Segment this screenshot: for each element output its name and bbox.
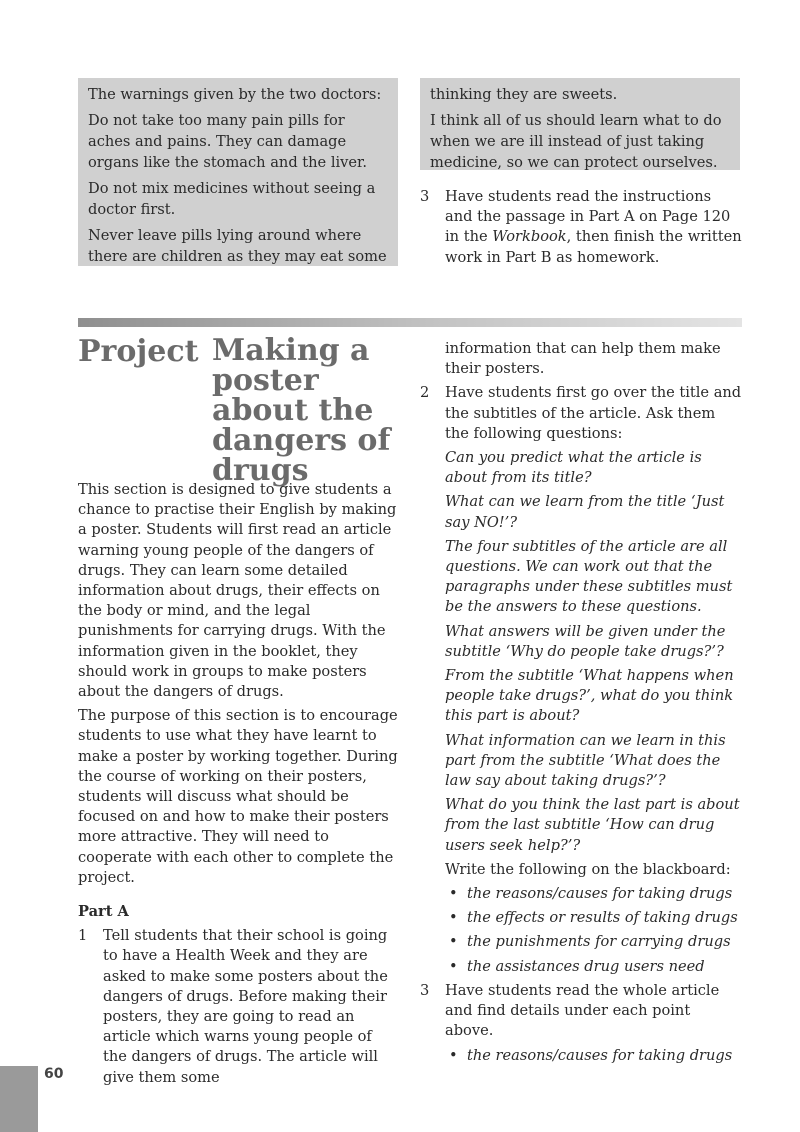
list-item: • the effects or results of taking drugs bbox=[445, 908, 742, 928]
step-text: Have students first go over the title and the subtitles of the article. Ask them the following questions: bbox=[445, 384, 742, 442]
blackboard-instruction bbox=[420, 860, 742, 880]
question-text: What information can we learn in this part from the subtitle ‘What does the law say about taking drugs?’? bbox=[445, 731, 726, 790]
question-text: What can we learn from the title ‘Just say NO!’? bbox=[445, 493, 725, 531]
box-left-line: The warnings given by the two doctors: bbox=[88, 86, 382, 103]
project-title: Making a poster about the dangers of drugs bbox=[212, 333, 391, 488]
list-item: • the assistances drug users need bbox=[445, 957, 742, 977]
intro-paragraph: This section is designed to give students a chance to practise their English by making a poster. Students will first read an article warning young people of the dangers of drugs. They can learn some detailed information about drugs, their effects on the body or mind, and the legal punishments for carrying drugs. With the information given in the booklet, they should work in groups to make posters about the dangers of drugs. bbox=[78, 481, 397, 701]
box-left-line: Never leave pills lying around where there are children as they may eat some bbox=[88, 227, 387, 265]
question-text: What answers will be given under the subtitle ‘Why do people take drugs?’? bbox=[445, 622, 726, 660]
section-divider bbox=[78, 318, 742, 327]
project-label: Project bbox=[78, 334, 199, 369]
workbook-italic: Workbook bbox=[492, 228, 567, 246]
question bbox=[420, 448, 742, 488]
details-list bbox=[420, 1046, 742, 1066]
step-number: 3 bbox=[420, 188, 430, 205]
question bbox=[420, 666, 742, 727]
question bbox=[420, 622, 742, 662]
step-number: 2 bbox=[420, 384, 430, 402]
question bbox=[420, 731, 742, 792]
question-text: What do you think the last part is about from the last subtitle ‘How can drug users seek help?’? bbox=[445, 796, 740, 854]
step-1-continued bbox=[420, 339, 742, 379]
question bbox=[420, 537, 742, 618]
step-3 bbox=[420, 981, 742, 1042]
list-item: • the punishments for carrying drugs bbox=[445, 932, 742, 952]
blackboard-list bbox=[420, 884, 742, 977]
step-2 bbox=[420, 383, 742, 444]
right-column bbox=[420, 339, 742, 1070]
step-text-end: , then finish the written work in Part B as homework. bbox=[445, 228, 742, 266]
step-text: Tell students that their school is going to have a Health Week and they are asked to make some posters about the dangers of drugs. Before making their posters, they are going to read an article which warns young people of the dangers of drugs. The article will give them some bbox=[103, 927, 388, 1086]
instruction-text: Write the following on the blackboard: bbox=[445, 860, 731, 878]
page-number: 60 bbox=[44, 1066, 64, 1082]
purpose-paragraph: The purpose of this section is to encourage students to use what they have learnt to make a poster by working together. During the course of working on their posters, students will discuss what should be focused on and how to make their posters more attractive. They will need to cooperate with each other to complete the project. bbox=[78, 707, 398, 886]
question bbox=[420, 795, 742, 856]
page-tab bbox=[0, 1066, 38, 1132]
step-text: Have students read the instructions and the passage in Part A on Page 120 in the bbox=[445, 188, 731, 246]
question-text: The four subtitles of the article are all questions. We can work out that the paragraphs under these subtitles must be the answers to these questions. bbox=[445, 537, 733, 616]
step-text: information that can help them make their posters. bbox=[445, 340, 721, 378]
step-1 bbox=[78, 926, 398, 1088]
doctor-warnings-box bbox=[78, 78, 398, 266]
question-text: Can you predict what the article is about from its title? bbox=[445, 449, 702, 487]
left-column bbox=[78, 480, 398, 1092]
question-text: From the subtitle ‘What happens when people take drugs?’, what do you think this part is about? bbox=[445, 667, 734, 725]
question bbox=[420, 492, 742, 532]
box-left-line: Do not take too many pain pills for aches and pains. They can damage organs like the stomach and the liver. bbox=[88, 112, 368, 171]
list-item: • the reasons/causes for taking drugs bbox=[445, 1046, 742, 1066]
part-a-heading: Part A bbox=[78, 903, 129, 921]
conclusion-box bbox=[420, 78, 740, 170]
box-left-line: Do not mix medicines without seeing a doctor first. bbox=[88, 180, 376, 218]
list-item: • the reasons/causes for taking drugs bbox=[445, 884, 742, 904]
step-number: 3 bbox=[420, 981, 430, 999]
workbook-step bbox=[420, 187, 742, 272]
step-text: Have students read the whole article and find details under each point above. bbox=[445, 981, 720, 1040]
box-right-line: I think all of us should learn what to do when we are ill instead of just taking medicine, so we can protect ourselves. bbox=[430, 112, 722, 171]
step-number: 1 bbox=[78, 927, 88, 945]
box-right-line: thinking they are sweets. bbox=[430, 86, 618, 103]
